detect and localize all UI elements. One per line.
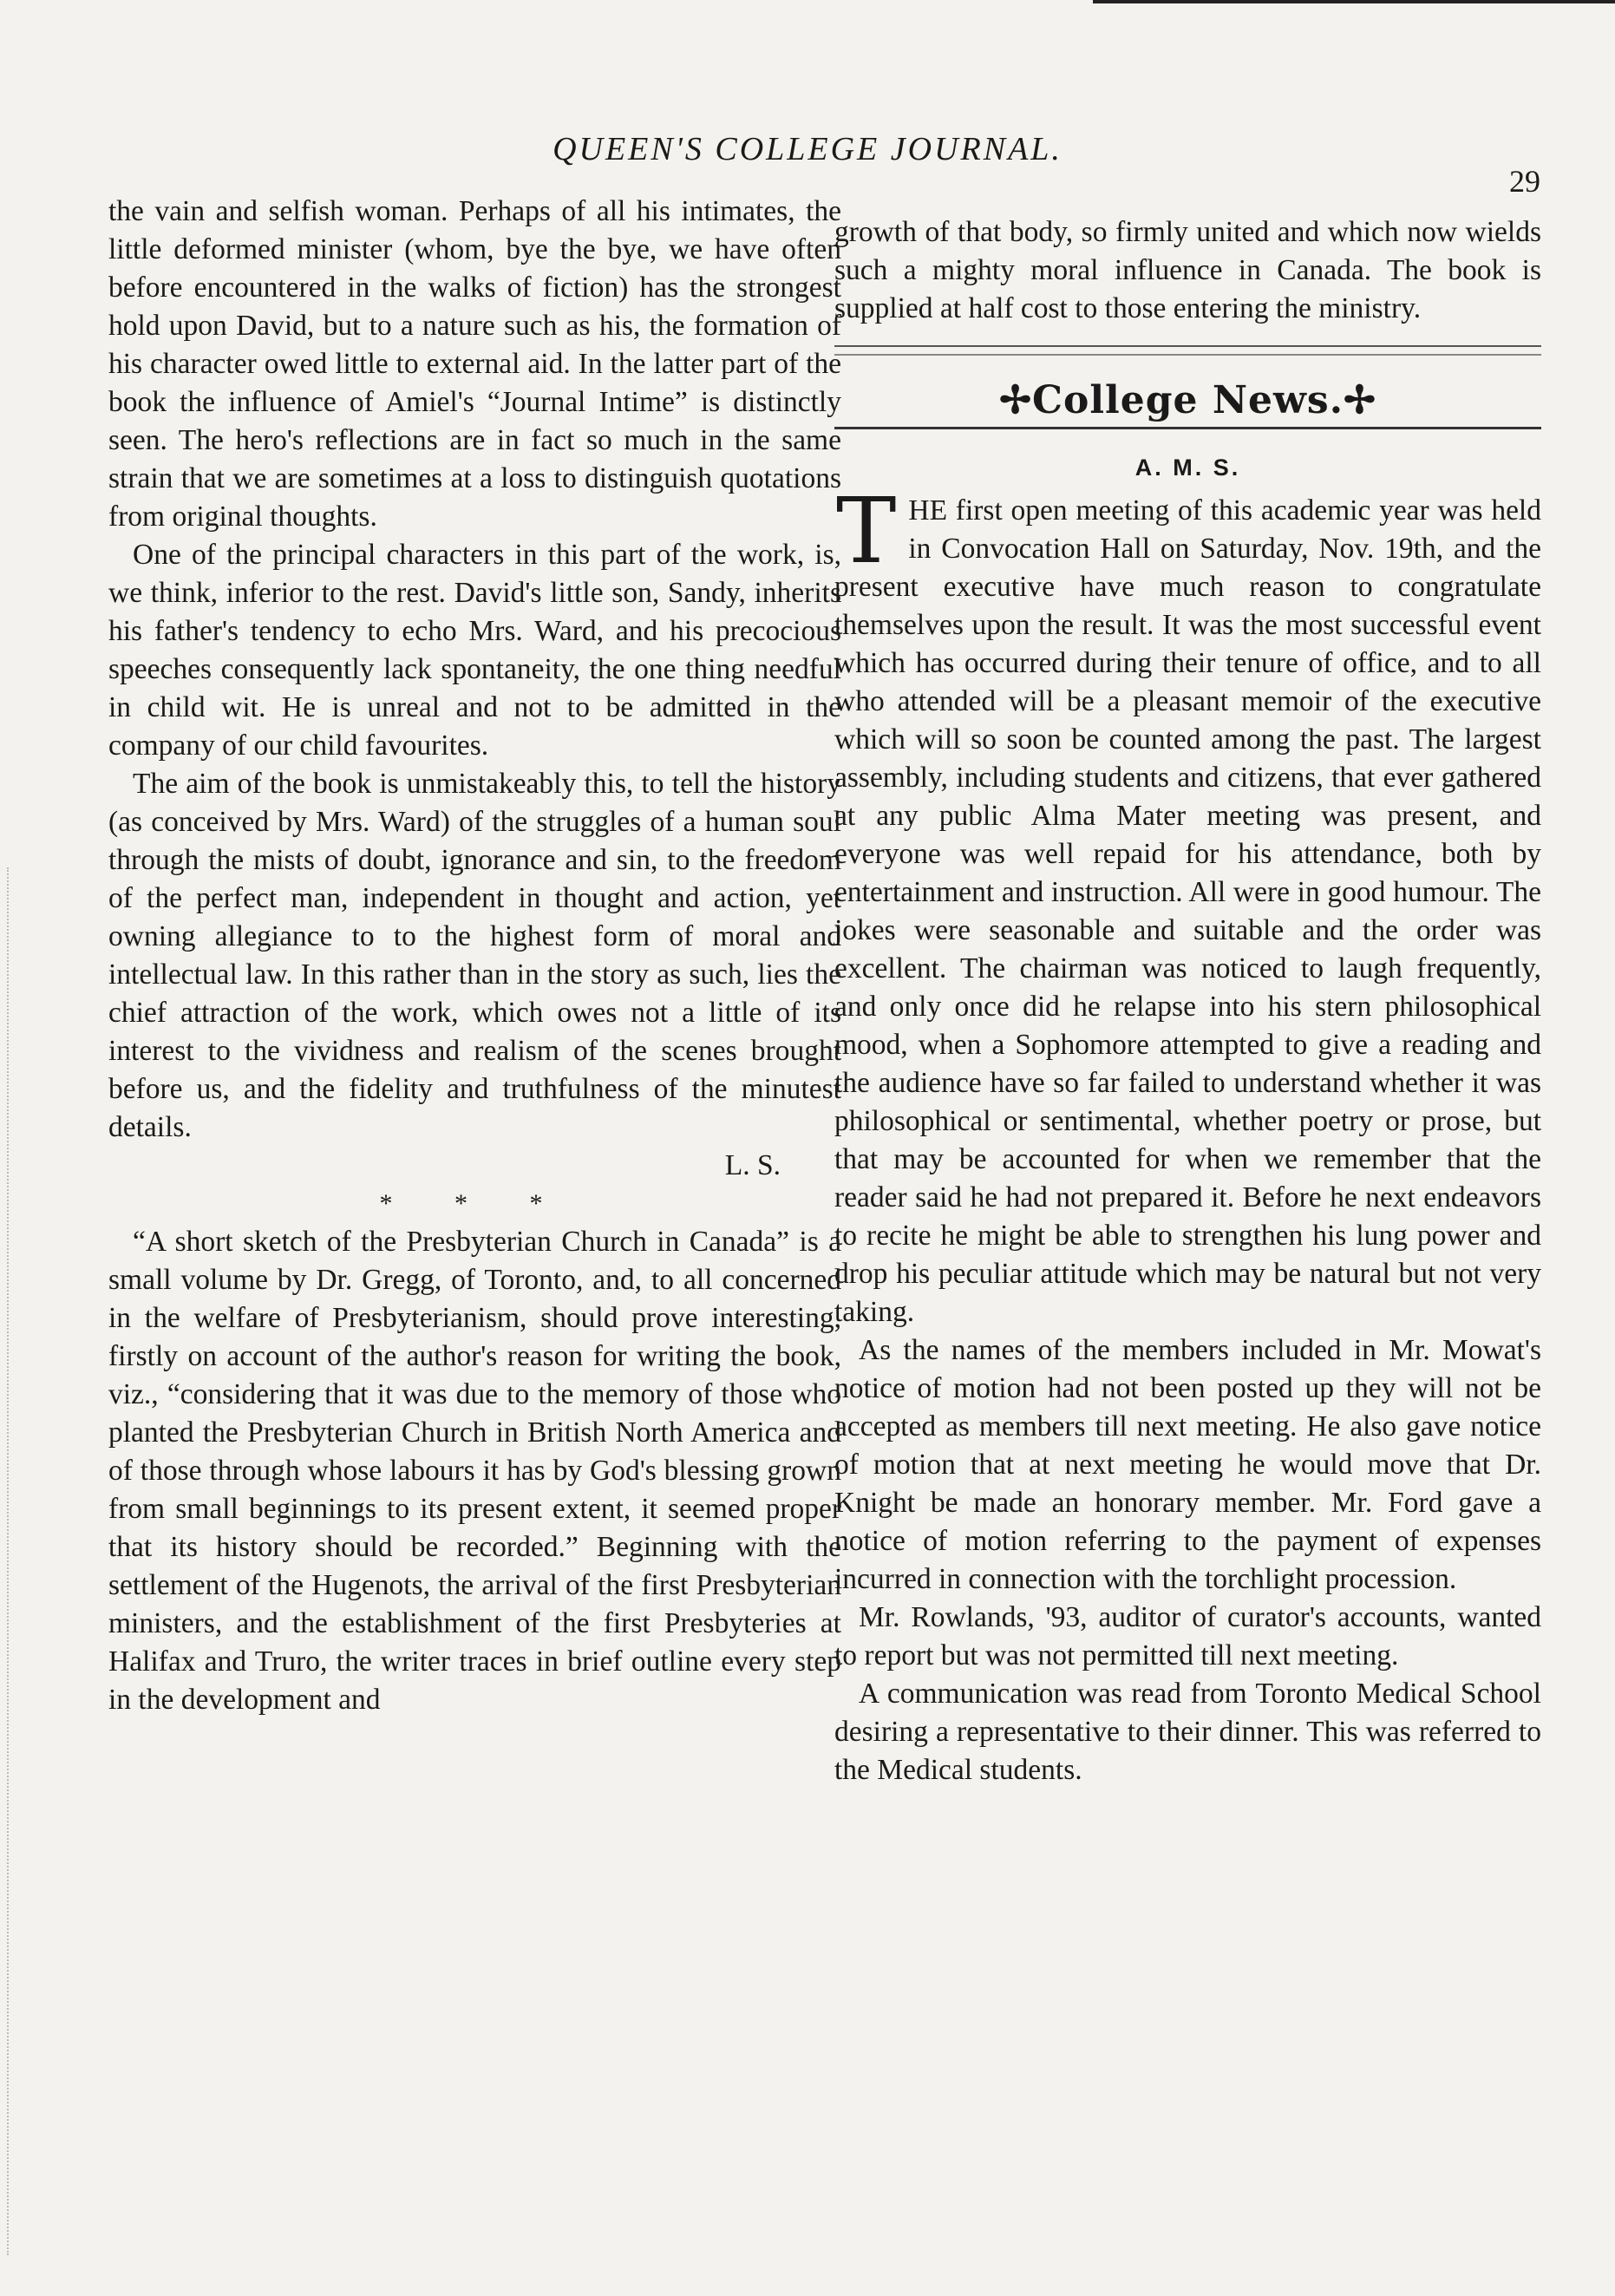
double-rule-divider bbox=[834, 345, 1541, 356]
review-paragraph-1: the vain and selfish woman. Perhaps of all his intimates, the little deformed minister (whom, bye the bye, we have often before encountered in the walks of fiction) has the strongest hold upon David, but to a nature such as his, the formation of his character owed little to external aid. In the latter part of the book the influence of Amiel's “Journal Intime” is distinctly seen. The hero's reflections are in fact so much in the same strain that we are sometimes at a loss to distinguish quotations from original thoughts. bbox=[108, 195, 841, 533]
ams-paragraph-1 bbox=[834, 478, 1541, 1331]
sketch-continuation: growth of that body, so firmly united and which now wields such a mighty moral influence in Canada. The book is supplied at half cost to those entering the ministry. bbox=[834, 216, 1541, 324]
scan-top-border bbox=[1093, 0, 1615, 3]
ams-paragraph-1-text: HE first open meeting of this academic year was held in Convocation Hall on Saturday, Nov. 19th, and the present executive have much reason to congratulate themselves upon the result. It was the most successful event which has occurred during their tenure of office, and to all who attended will be a pleasant memoir of the executive which will so soon be counted among the past. The largest assembly, including students and citizens, that ever gathered at any public Alma Mater meeting was present, and everyone was well repaid for his attendance, both by entertainment and instruction. All were in good humour. The jokes were seasonable and suitable and the order was excellent. The chairman was noticed to laugh frequently, and only once did he relapse into his stern philosophical mood, when a Sophomore attempted to give a reading and the audience have so far failed to understand whether it was philosophical or sentimental, whether poetry or prose, but that may be accounted for when we remember that the reader said he had not prepared it. Before he next endeavors to recite he might be able to strengthen his lung power and drop his peculiar attitude which may be natural but not very taking. bbox=[834, 494, 1541, 1328]
ams-paragraph-2: As the names of the members included in Mr. Mowat's notice of motion had not been posted up they will not be accepted as members till next meeting. He also gave notice of motion that at next meeting he would move that Dr. Knight be made an honorary member. Mr. Ford gave a notice of motion referring to the payment of expenses incurred in connection with the torchlight procession. bbox=[834, 1334, 1541, 1595]
sketch-paragraph: “A short sketch of the Presbyterian Church in Canada” is a small volume by Dr. Gregg, of Toronto, and, to all concerned in the welfare of Presbyterianism, should prove interesting, firstly on account of the author's reason for writing the book, viz., “considering that it was due to the memory of those who planted the Presbyterian Church in British North America and of those through whose labours it has by God's blessing grown from small beginnings to its present extent, it seemed proper that its history should be recorded.” Beginning with the settlement of the Hugenots, the arrival of the first Presbyterian ministers, and the establishment of the first Presbyteries at Halifax and Truro, the writer traces in brief outline every step in the development and bbox=[108, 1226, 841, 1716]
section-separator: * * * bbox=[379, 1189, 571, 1218]
scan-edge-marks bbox=[7, 867, 10, 2255]
page-number: 29 bbox=[1509, 164, 1540, 199]
college-news-heading: ✢College News.✢ bbox=[999, 378, 1376, 422]
heading-rule bbox=[834, 427, 1541, 429]
right-column bbox=[834, 213, 1541, 1789]
drop-cap: T bbox=[836, 478, 897, 584]
ams-paragraph-3: Mr. Rowlands, '93, auditor of curator's accounts, wanted to report but was not permitted till next meeting. bbox=[834, 1601, 1541, 1671]
ams-paragraph-4: A communication was read from Toronto Medical School desiring a representative to their dinner. This was referred to the Medical students. bbox=[834, 1678, 1541, 1786]
review-paragraph-2: One of the principal characters in this part of the work, is, we think, inferior to the rest. David's little son, Sandy, inherits his father's tendency to echo Mrs. Ward, and his precocious speeches consequently lack spontaneity, the one thing needful in child wit. He is unreal and not to be admitted in the company of our child favourites. bbox=[108, 539, 841, 762]
review-paragraph-3: The aim of the book is unmistakeably this, to tell the history (as conceived by Mrs. Ward) of the struggles of a human soul through the mists of doubt, ignorance and sin, to the freedom of the perfect man, independent in thought and action, yet owning allegiance to to the highest form of moral and intellectual law. In this rather than in the story as such, lies the chief attraction of the work, which owes not a little of its interest to the vividness and realism of the scenes brought before us, and the fidelity and truthfulness of the minutest details. bbox=[108, 768, 841, 1143]
left-column bbox=[108, 193, 841, 1719]
ams-subheading: A. M. S. bbox=[1134, 455, 1241, 481]
running-header: QUEEN'S COLLEGE JOURNAL. bbox=[552, 131, 1062, 167]
review-signature: L. S. bbox=[724, 1149, 781, 1181]
